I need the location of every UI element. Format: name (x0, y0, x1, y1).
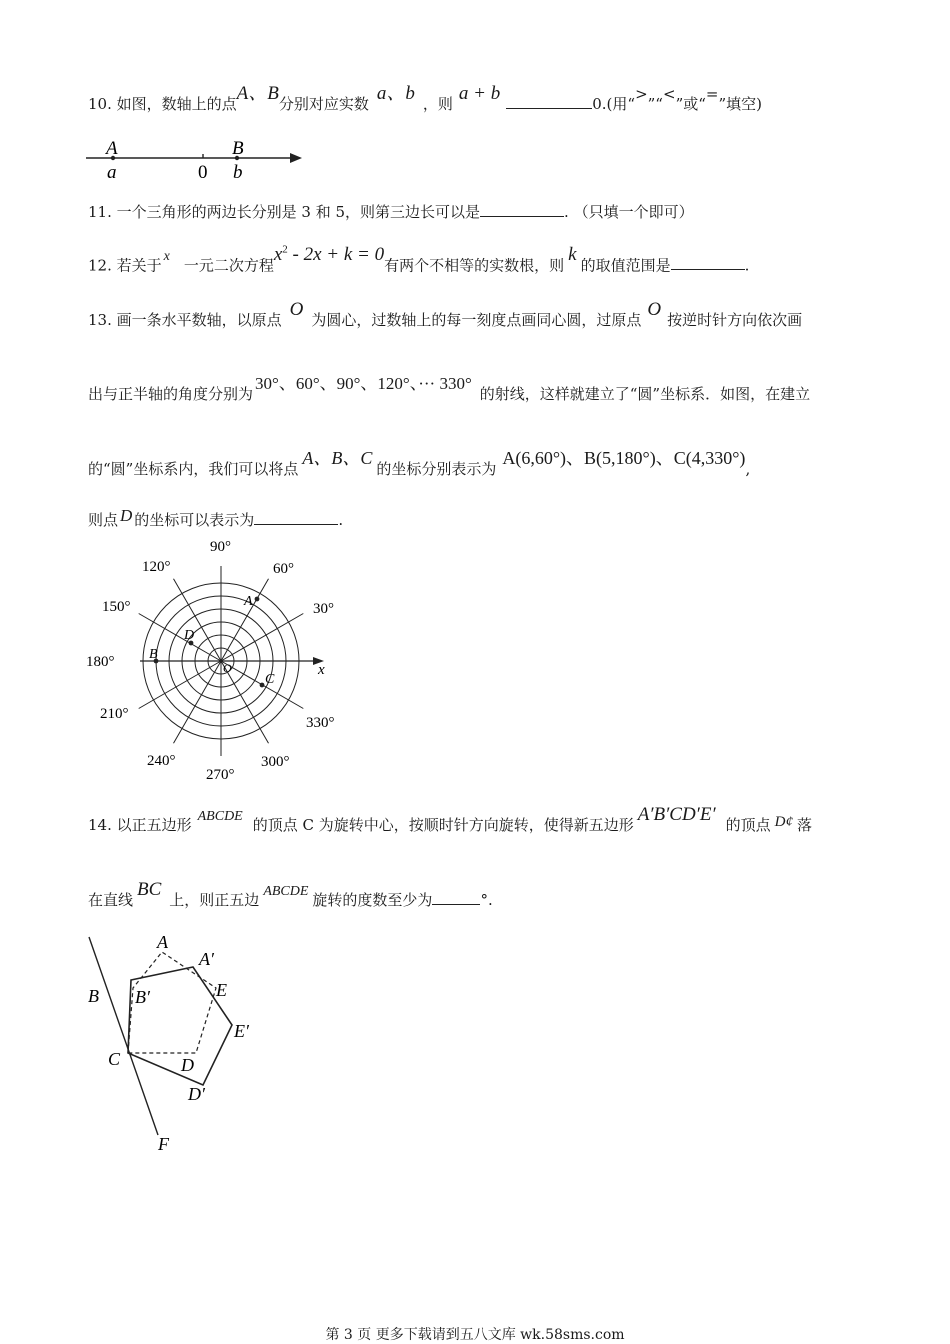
label-A: A (244, 594, 253, 609)
ray-30 (221, 614, 303, 662)
point-C-dot (260, 683, 265, 688)
label-90: 90° (210, 539, 231, 555)
q11-end: . （只填一个即可） (564, 203, 694, 221)
q14-text-2a: 在直线 (88, 891, 134, 909)
page-footer: 第 3 页 更多下载请到五八文库 wk.58sms.com (325, 1327, 625, 1343)
q11-answer-blank[interactable] (480, 202, 564, 217)
q10-line (88, 83, 763, 114)
label-60: 60° (273, 561, 294, 577)
label-210: 210° (100, 706, 129, 722)
label-240: 240° (147, 753, 176, 769)
q10-lt: < (662, 85, 676, 103)
q13-text-4a: 则点 (88, 511, 119, 529)
label-270: 270° (206, 767, 235, 783)
q12-line (88, 244, 750, 277)
q10-text-3: 0.(用“ (592, 95, 636, 113)
q12-text-3: 有两个不相等的实数根，则 (384, 256, 565, 275)
q12-end: . (744, 256, 750, 275)
q11-text: 11. 一个三角形的两边长分别是 3 和 5，则第三边长可以是 (88, 203, 481, 221)
q13-coords: A(6,60°)、B(5,180°)、C(4,330°) (502, 448, 746, 468)
q12-var-k: k (568, 244, 577, 266)
ray-60 (221, 579, 269, 661)
label-300: 300° (261, 754, 290, 770)
ray-210 (139, 661, 221, 709)
q10-answer-blank[interactable] (506, 94, 592, 109)
q14-new-pentagon: A′B′CD′E′ (637, 804, 716, 825)
q13-text-3b: 的坐标分别表示为 (376, 460, 497, 478)
q12-text-2: 一元二次方程 (183, 256, 274, 275)
q10-expr: a + b (458, 83, 501, 104)
q10-number-text: 10. 如图，数轴上的点 (88, 95, 237, 113)
label-B: B (88, 986, 99, 1006)
q13-text-2a: 出与正半轴的角度分别为 (88, 385, 254, 403)
q14-end: °. (480, 891, 493, 909)
q13-answer-blank[interactable] (254, 510, 338, 525)
line-BF (89, 937, 158, 1135)
label-E-prime: E′ (234, 1021, 249, 1041)
q14-line-2 (88, 879, 493, 912)
label-30: 30° (313, 601, 334, 617)
q11-line (88, 202, 694, 222)
q13-line-3 (88, 448, 751, 479)
label-x: x (318, 662, 325, 678)
q14-text-1d: 落 (796, 816, 812, 834)
label-b: b (233, 162, 243, 183)
q13-text-1c: 按逆时针方向依次画 (667, 311, 803, 329)
q14-pentagon-2: ABCDE (263, 884, 309, 899)
q10-quotes: ”“ (647, 95, 663, 113)
q12-equation: $x^2 - 2x + k = 0$ (273, 244, 385, 266)
q14-pentagon-figure (80, 925, 280, 1165)
q14-text-2b: 上，则正五边 (169, 891, 260, 909)
q13-text-3a: 的“圆”坐标系内，我们可以将点 (88, 460, 299, 478)
label-C: C (265, 672, 275, 687)
q12-answer-blank[interactable] (671, 255, 745, 270)
q12-var-x: x (163, 249, 170, 265)
label-a: a (107, 162, 117, 183)
label-zero: 0 (198, 162, 208, 183)
ray-240 (174, 661, 222, 743)
q10-points: A、B (236, 83, 279, 104)
label-A: A (106, 138, 118, 159)
label-A: A (157, 932, 168, 952)
q14-d-prime: D¢ (774, 814, 793, 830)
label-O: O (223, 661, 232, 675)
label-D: D (181, 1055, 194, 1075)
point-A-dot (255, 597, 260, 602)
q14-text-1b: 的顶点 C 为旋转中心，按顺时针方向旋转，使得新五边形 (252, 816, 634, 834)
q13-text-4b: 的坐标可以表示为 (134, 511, 255, 529)
q13-line-1 (88, 299, 803, 330)
q13-origin-O-2: O (647, 299, 662, 320)
q14-text-2c: 旋转的度数至少为 (312, 891, 433, 909)
label-B-prime: B′ (135, 987, 150, 1007)
q10-vars: a、b (376, 83, 415, 104)
q14-text-1a: 14. 以正五边形 (88, 816, 192, 834)
number-line-arrow (290, 153, 302, 163)
q14-line-1 (88, 804, 812, 837)
q13-text-3c: , (745, 460, 751, 478)
label-C: C (108, 1049, 121, 1069)
q13-line-2 (88, 374, 811, 404)
q14-bc: BC (137, 879, 162, 900)
label-D: D (184, 628, 195, 643)
q13-points-abc: A、B、C (302, 448, 373, 468)
q13-text-1b: 为圆心，过数轴上的每一刻度点画同心圆，过原点 (311, 311, 642, 329)
label-D-prime: D′ (188, 1084, 205, 1104)
q10-text-1: 分别对应实数 (278, 95, 369, 113)
label-E: E (216, 980, 227, 1000)
q13-origin-O: O (289, 299, 304, 320)
label-150: 150° (102, 599, 131, 615)
q10-eq: = (705, 85, 719, 103)
label-F: F (158, 1134, 169, 1154)
q13-text-1a: 13. 画一条水平数轴，以原点 (88, 311, 282, 329)
q13-line-4 (88, 506, 344, 530)
q10-number-line-figure (80, 134, 320, 186)
q10-text-4: ”或“ (675, 95, 706, 113)
q14-pentagon: ABCDE (197, 809, 243, 824)
q14-answer-blank[interactable] (432, 890, 480, 905)
label-120: 120° (142, 559, 171, 575)
q10-gt: > (635, 85, 648, 103)
q12-text-1: 12. 若关于 (88, 256, 162, 275)
q13-point-D: D (120, 506, 133, 525)
q14-text-1c: 的顶点 (725, 816, 771, 834)
q10-text-2: ，则 (422, 95, 453, 113)
label-A-prime: A′ (199, 949, 214, 969)
q13-polar-figure (80, 535, 370, 785)
q13-text-2b: 的射线，这样就建立了“圆”坐标系．如图，在建立 (479, 385, 811, 403)
label-330: 330° (306, 715, 335, 731)
q13-end: . (338, 511, 344, 529)
label-180: 180° (86, 654, 115, 670)
q12-text-4: 的取值范围是 (580, 256, 671, 275)
q10-text-5: ”填空) (718, 95, 763, 113)
q13-angles: 30°、60°、90°、120°、··· 330° (255, 374, 472, 393)
label-B: B (232, 138, 244, 159)
ray-120 (174, 579, 222, 661)
label-B: B (149, 647, 158, 662)
